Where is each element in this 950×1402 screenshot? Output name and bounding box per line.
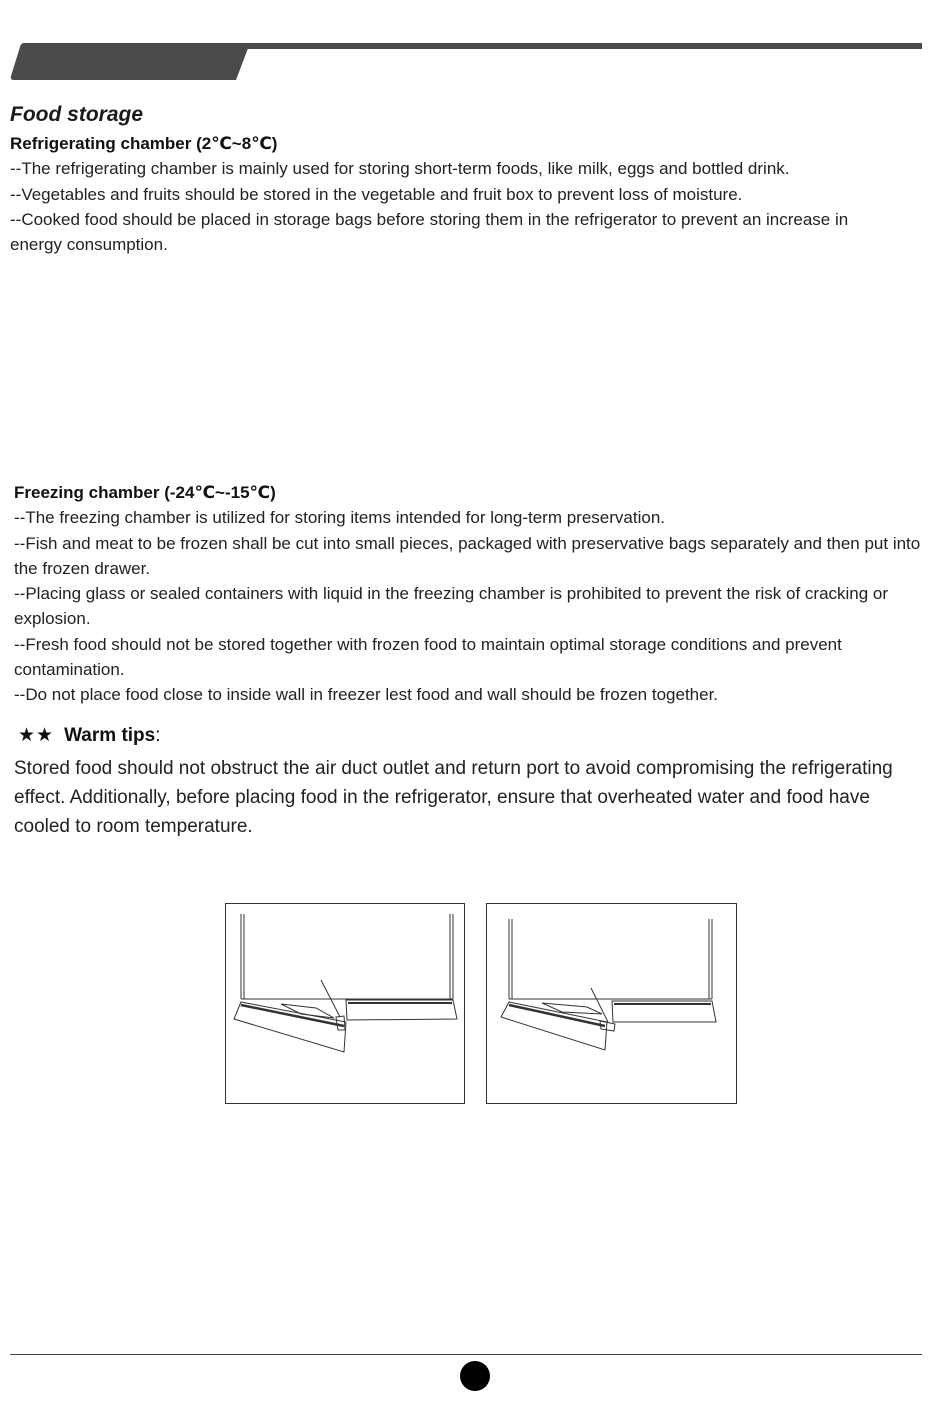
freezing-line-3: --Placing glass or sealed containers with liquid in the freezing chamber is prohibited to prevent the risk of cracking or explosion. <box>14 584 889 629</box>
header-bar <box>10 42 922 82</box>
drawer-illustration-open <box>225 903 465 1104</box>
freezing-line-2: --Fish and meat to be frozen shall be cut into small pieces, packaged with preservative bags separately and then put into the frozen drawer. <box>14 533 921 578</box>
freezing-section <box>14 480 924 708</box>
page-number-dot <box>460 1361 490 1391</box>
refrigerating-heading: Refrigerating chamber (2℃~8℃) <box>10 134 278 153</box>
warm-tips-heading <box>18 723 161 749</box>
page-title: Food storage <box>10 103 144 126</box>
warm-tips-label: Warm tips <box>64 725 156 746</box>
drawer-illustration-closed <box>486 903 737 1104</box>
refrigerating-line-3: --Cooked food should be placed in storage bags before storing them in the refrigerator to prevent an increase in energy consumption. <box>10 209 849 255</box>
freezing-line-4: --Fresh food should not be stored together with frozen food to maintain optimal storage conditions and prevent contamination. <box>14 634 842 680</box>
refrigerating-section <box>10 131 890 257</box>
refrigerating-line-2: --Vegetables and fruits should be stored in the vegetable and fruit box to prevent loss of moisture. <box>10 184 743 204</box>
footer-divider <box>10 1354 922 1355</box>
freezing-heading: Freezing chamber (-24℃~-15℃) <box>14 483 276 502</box>
star-icon: ★★ <box>18 725 55 746</box>
freezing-line-5: --Do not place food close to inside wall in freezer lest food and wall should be frozen together. <box>14 685 719 705</box>
refrigerating-line-1: --The refrigerating chamber is mainly used for storing short-term foods, like milk, eggs and bottled drink. <box>10 159 790 179</box>
warm-tips-colon: : <box>155 725 161 746</box>
freezing-line-1: --The freezing chamber is utilized for storing items intended for long-term preservation. <box>14 508 666 528</box>
warm-tips-body: Stored food should not obstruct the air duct outlet and return port to avoid compromising the refrigerating effect. Additionally, before placing food in the refrigerator, ensure that overheated water and food have cooled to room temperature. <box>14 758 893 837</box>
